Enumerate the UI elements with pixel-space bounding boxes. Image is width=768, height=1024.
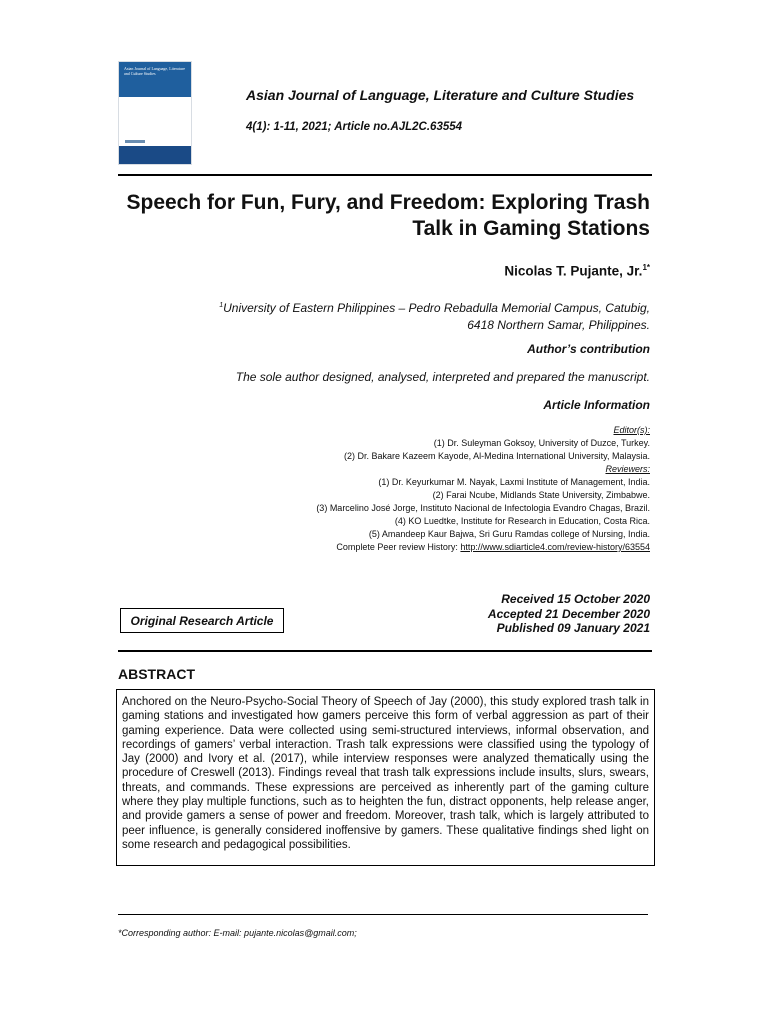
publication-dates: [488, 592, 650, 636]
cover-logo-mark: [125, 140, 145, 143]
affiliation-line-1: [170, 297, 650, 317]
cover-header-band: [119, 62, 191, 97]
editors-label: Editor(s):: [613, 425, 650, 435]
corresponding-author-footnote: *Corresponding author: E-mail: pujante.nicolas@gmail.com;: [118, 928, 357, 938]
published-date: Published 09 January 2021: [496, 621, 650, 635]
journal-cover-image: [118, 61, 192, 165]
reviewer-item: (4) KO Luedtke, Institute for Research in Education, Costa Rica.: [394, 516, 650, 526]
cover-title: Asian Journal of Language, Literature and Culture Studies: [124, 66, 185, 76]
reviewer-item: (5) Amandeep Kaur Bajwa, Sri Guru Ramdas college of Nursing, India.: [368, 529, 650, 539]
editor-item: (1) Dr. Suleyman Goksoy, University of Duzce, Turkey.: [433, 438, 650, 448]
review-history-label: Complete Peer review History:: [336, 542, 461, 552]
reviewer-item: (3) Marcelino José Jorge, Instituto Nacional de Infectologia Evandro Chagas, Brazil.: [316, 503, 650, 513]
abstract-body: Anchored on the Neuro-Psycho-Social Theory of Speech of Jay (2000), this study explored trash talk in gaming stations and investigated how gamers perceive this form of verbal aggression as part of their gaming experience. Data were collected using semi-structured interviews, informal observation, and recordings of gamers’ verbal interaction. Trash talk expressions were classified using the typology of Jay (2000) and Ivory et al. (2017), while interview responses were analyzed thematically using the procedure of Creswell (2013). Findings reveal that trash talk expressions include insults, slurs, swears, threats, and commands. These expressions are perceived as inherently part of the gaming culture where they play multiple functions, such as to heighten the fun, distract opponents, help release anger, and provide gamers a sense of power and freedom. Moreover, trash talk, which is largely attributed to peer influence, is generally considered inoffensive by gamers. These qualitative findings shed light on some research and pedagogical possibilities.: [116, 689, 655, 866]
article-info-heading: Article Information: [543, 398, 650, 412]
author-marker: 1*: [642, 263, 650, 272]
paper-title-line-2: Talk in Gaming Stations: [412, 217, 650, 240]
author-name-text: Nicolas T. Pujante, Jr.: [504, 263, 643, 279]
dates-divider: [118, 650, 652, 652]
editor-item: (2) Dr. Bakare Kazeem Kayode, Al-Medina International University, Malaysia.: [344, 451, 650, 461]
reviewer-item: (1) Dr. Keyurkumar M. Nayak, Laxmi Institute of Management, India.: [378, 477, 650, 487]
author-affiliation: [170, 297, 650, 334]
header-divider: [118, 174, 652, 176]
contribution-text: The sole author designed, analysed, interpreted and prepared the manuscript.: [235, 370, 650, 384]
affiliation-line-2: 6418 Northern Samar, Philippines.: [467, 318, 650, 332]
journal-citation: 4(1): 1-11, 2021; Article no.AJL2C.63554: [246, 121, 463, 133]
received-date: Received 15 October 2020: [501, 592, 650, 606]
article-type-badge: Original Research Article: [120, 608, 284, 633]
article-info-block: [250, 424, 650, 554]
footnote-divider: [118, 914, 648, 915]
author-name: [504, 263, 650, 279]
abstract-heading: ABSTRACT: [118, 666, 195, 682]
contribution-heading: Author’s contribution: [527, 342, 650, 356]
review-history-link[interactable]: http://www.sdiarticle4.com/review-history/63554: [460, 542, 650, 552]
reviewer-item: (2) Farai Ncube, Midlands State University, Zimbabwe.: [432, 490, 650, 500]
cover-footer-band: [119, 146, 191, 164]
review-history: [250, 541, 650, 554]
journal-name: Asian Journal of Language, Literature and Culture Studies: [246, 87, 635, 103]
accepted-date: Accepted 21 December 2020: [487, 606, 650, 621]
affiliation-marker: 1: [219, 302, 224, 309]
paper-title-line-1: Speech for Fun, Fury, and Freedom: Exploring Trash: [126, 191, 650, 214]
reviewers-label: Reviewers:: [605, 464, 650, 474]
affiliation-line-1-text: University of Eastern Philippines – Pedro Rebadulla Memorial Campus, Catubig,: [223, 301, 650, 315]
paper-title: [90, 190, 650, 242]
